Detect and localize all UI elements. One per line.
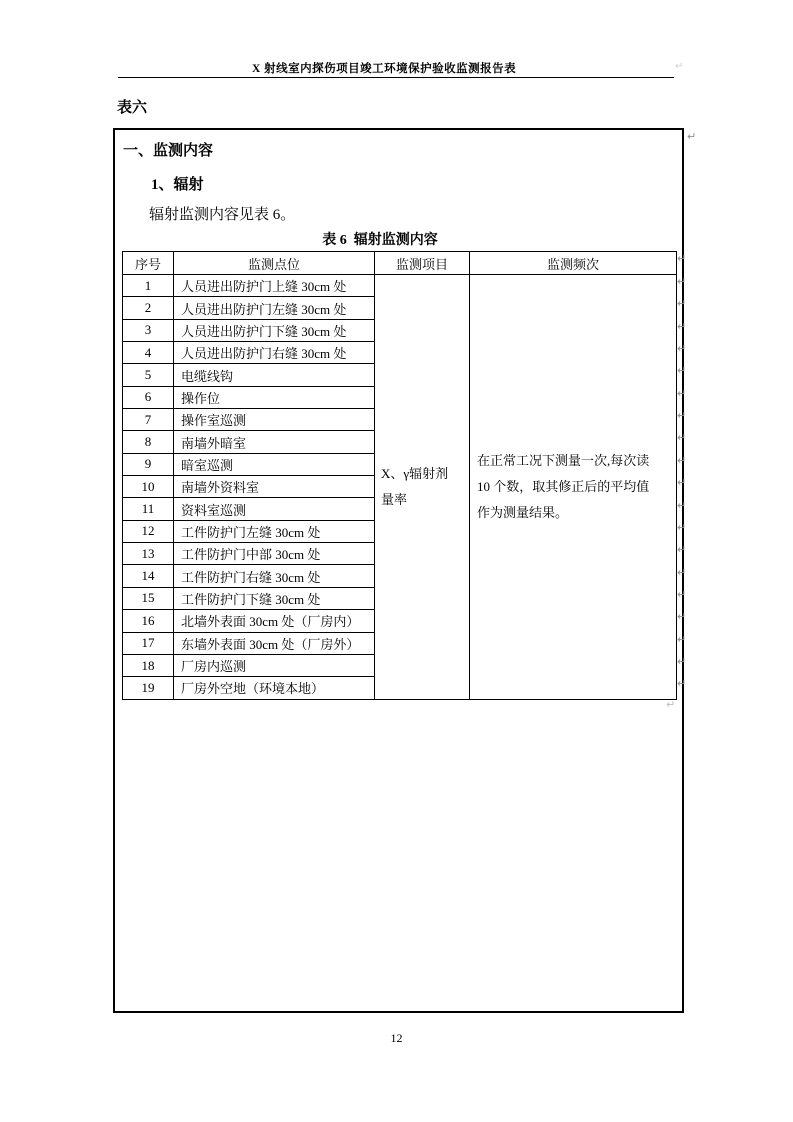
cell-row-number: 17 — [123, 632, 174, 654]
section-heading: 一、监测内容 — [123, 143, 214, 159]
cell-row-number: 7 — [123, 409, 174, 431]
cell-row-number: 6 — [123, 386, 174, 408]
cell-row-number: 5 — [123, 364, 174, 386]
column-header-no: 序号 — [123, 252, 174, 275]
cell-row-number: 16 — [123, 610, 174, 632]
paragraph-mark-icon: ↵ — [677, 364, 687, 378]
paragraph-mark-icon: ↵ — [677, 297, 687, 311]
paragraph-mark-icon: ↵ — [677, 565, 687, 579]
cell-monitoring-point: 暗室巡测 — [174, 453, 375, 475]
cell-monitoring-item: X、γ辐射剂 量率 — [375, 275, 470, 700]
cell-monitoring-point: 工件防护门中部 30cm 处 — [174, 543, 375, 565]
cell-row-number: 11 — [123, 498, 174, 520]
cell-row-number: 3 — [123, 319, 174, 341]
cell-row-number: 10 — [123, 476, 174, 498]
paragraph-mark-icon: ↵ — [677, 386, 687, 400]
cell-monitoring-point: 操作室巡测 — [174, 409, 375, 431]
monitoring-table — [122, 251, 677, 700]
cell-monitoring-point: 电缆线钩 — [174, 364, 375, 386]
paragraph-mark-icon: ↵ — [677, 453, 687, 467]
cell-monitoring-point: 厂房内巡测 — [174, 654, 375, 676]
cell-row-number: 4 — [123, 342, 174, 364]
cell-row-number: 19 — [123, 677, 174, 699]
paragraph-mark-icon: ↵ — [677, 543, 687, 557]
paragraph-mark-icon: ↵ — [677, 431, 687, 445]
table-row — [123, 275, 677, 297]
sheet-label: 表六 — [117, 100, 148, 116]
paragraph-mark-icon: ↵ — [677, 409, 687, 423]
column-header-item: 监测项目 — [375, 252, 470, 275]
cell-row-number: 8 — [123, 431, 174, 453]
cell-row-number: 1 — [123, 275, 174, 297]
paragraph-mark-icon: ↵ — [677, 498, 687, 512]
paragraph-mark-icon: ↵ — [677, 319, 687, 333]
cell-monitoring-point: 北墙外表面 30cm 处（厂房内） — [174, 610, 375, 632]
content-box — [113, 128, 687, 1013]
cell-row-number: 13 — [123, 543, 174, 565]
paragraph-mark-icon: ↵ — [677, 677, 687, 691]
cell-monitoring-point: 资料室巡测 — [174, 498, 375, 520]
table-caption: 表 6 辐射监测内容 — [322, 233, 438, 248]
page-number: 12 — [390, 1031, 403, 1045]
paragraph-mark-icon: ↵ — [677, 342, 687, 356]
intro-text: 辐射监测内容见表 6。 — [149, 207, 296, 223]
paragraph-mark-icon: ↵ — [677, 476, 687, 490]
paragraph-mark-icon: ↵ — [677, 520, 687, 534]
cell-monitoring-point: 工件防护门左缝 30cm 处 — [174, 520, 375, 542]
column-header-frequency: 监测频次 — [470, 252, 677, 275]
paragraph-mark-icon: ↵ — [675, 61, 684, 72]
cell-row-number: 12 — [123, 520, 174, 542]
cell-row-number: 9 — [123, 453, 174, 475]
column-header-point: 监测点位 — [174, 252, 375, 275]
cell-row-number: 18 — [123, 654, 174, 676]
subsection-heading: 1、辐射 — [151, 177, 204, 193]
cell-monitoring-point: 人员进出防护门右缝 30cm 处 — [174, 342, 375, 364]
paragraph-mark-icon: ↵ — [677, 610, 687, 624]
cell-row-number: 14 — [123, 565, 174, 587]
cell-monitoring-point: 南墙外资料室 — [174, 476, 375, 498]
table-header-row — [123, 252, 677, 275]
paragraph-mark-icon: ↵ — [677, 654, 687, 668]
cell-row-number: 15 — [123, 587, 174, 609]
cell-monitoring-point: 操作位 — [174, 386, 375, 408]
cell-monitoring-point: 人员进出防护门左缝 30cm 处 — [174, 297, 375, 319]
cell-monitoring-point: 人员进出防护门下缝 30cm 处 — [174, 319, 375, 341]
table-caption-row — [115, 229, 645, 249]
cell-row-number: 2 — [123, 297, 174, 319]
paragraph-mark-icon: ↵ — [677, 275, 687, 288]
monitoring-table-body — [123, 275, 677, 700]
paragraph-mark-icon: ↵ — [666, 698, 676, 711]
paragraph-mark-icon: ↵ — [677, 252, 687, 265]
cell-monitoring-point: 工件防护门下缝 30cm 处 — [174, 587, 375, 609]
header-title: X 射线室内探伤项目竣工环境保护验收监测报告表 — [252, 63, 517, 75]
cell-monitoring-point: 厂房外空地（环境本地） — [174, 677, 375, 699]
paragraph-mark-icon: ↵ — [677, 632, 687, 646]
cell-monitoring-frequency: 在正常工况下测量一次,每次读 10 个数，取其修正后的平均值 作为测量结果。 — [470, 275, 677, 700]
cell-monitoring-point: 东墙外表面 30cm 处（厂房外） — [174, 632, 375, 654]
cell-monitoring-point: 南墙外暗室 — [174, 431, 375, 453]
header-rule — [118, 77, 674, 78]
cell-monitoring-point: 工件防护门右缝 30cm 处 — [174, 565, 375, 587]
cell-monitoring-point: 人员进出防护门上缝 30cm 处 — [174, 275, 375, 297]
paragraph-mark-icon: ↵ — [677, 587, 687, 601]
paragraph-mark-icon: ↵ — [687, 130, 697, 143]
